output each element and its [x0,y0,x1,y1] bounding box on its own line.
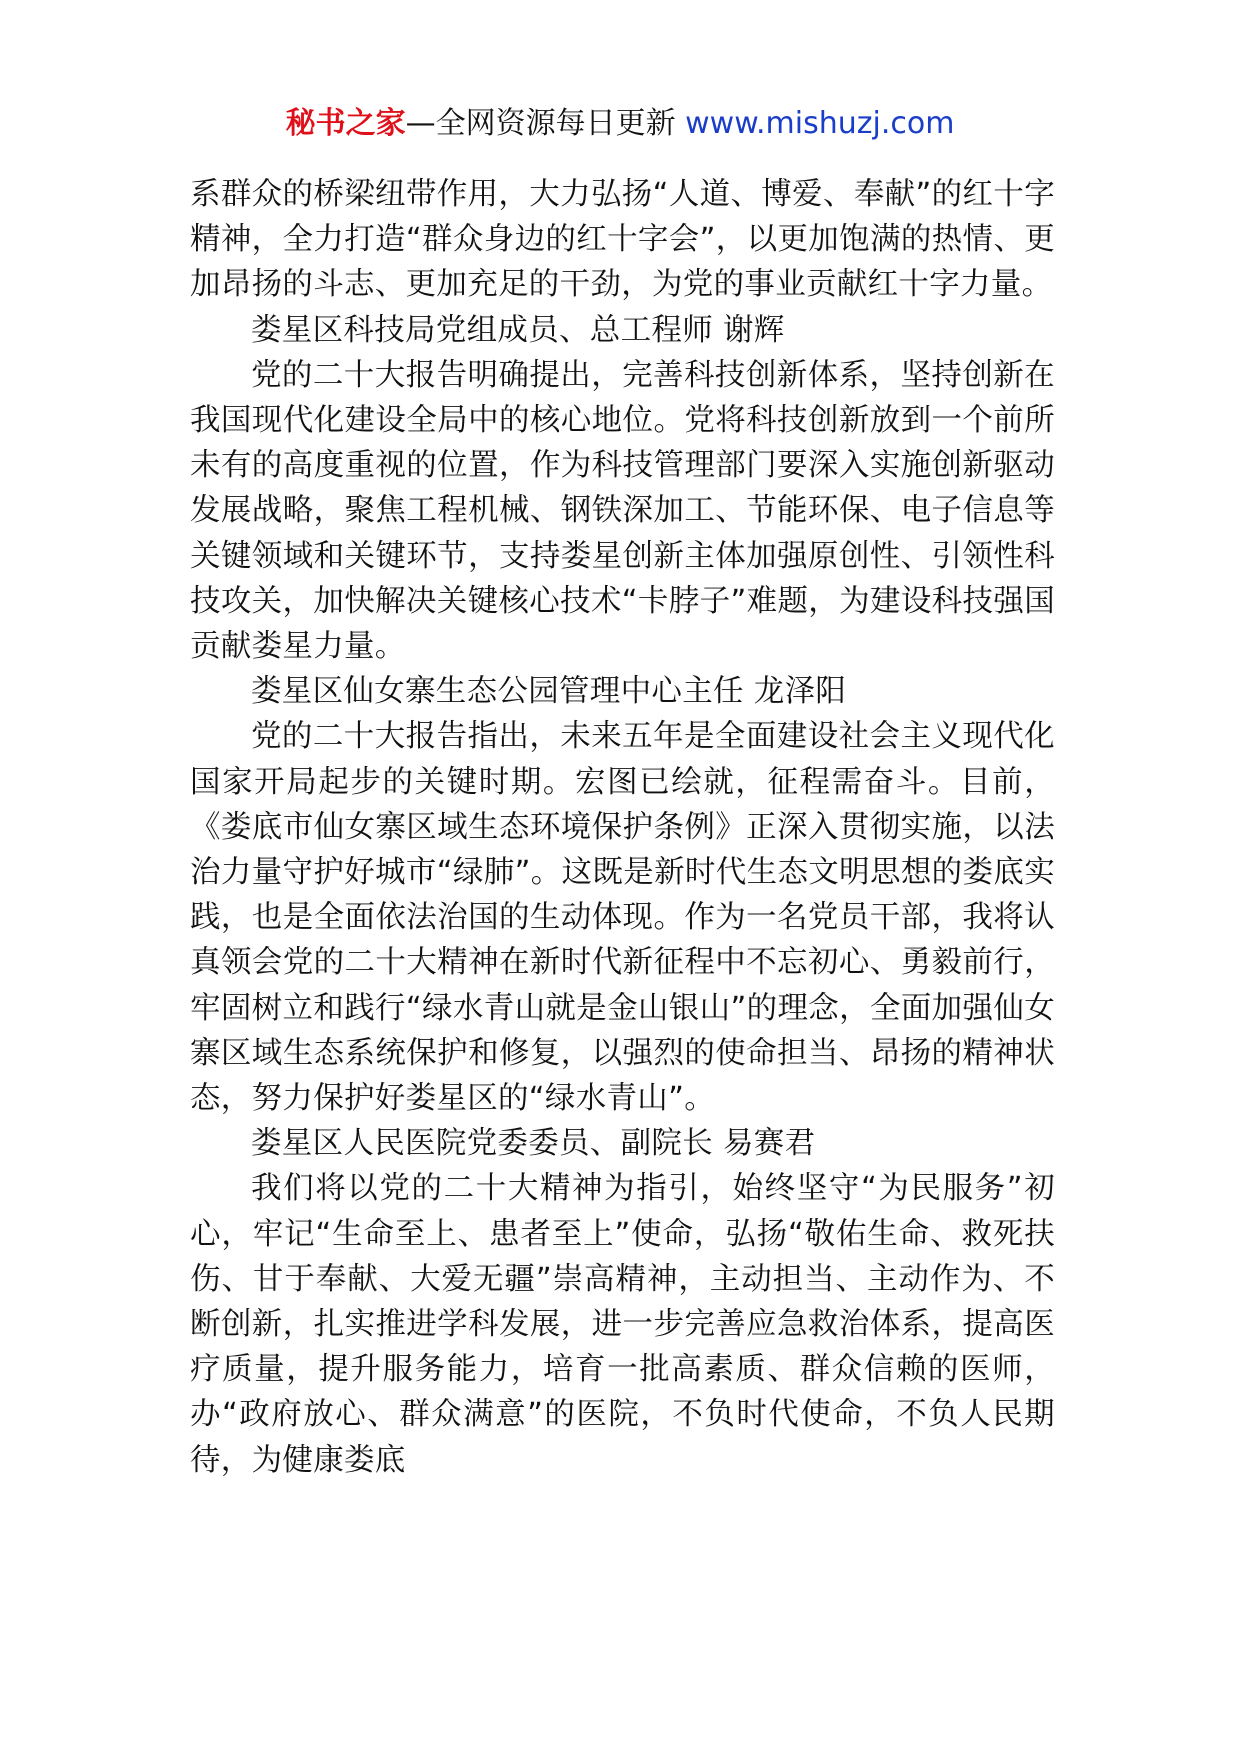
page-header [0,102,1240,146]
website-link[interactable]: www.mishuzj.com [685,106,955,141]
speaker-line-long-zeyang: 娄星区仙女寨生态公园管理中心主任 龙泽阳 [251,674,847,710]
document-body [190,172,1055,1483]
paragraph-continuation: 系群众的桥梁纽带作用，大力弘扬“人道、博爱、奉献”的红十字精神，全力打造“群众身边的红十字会”，以更加饱满的热情、更加昂扬的斗志、更加充足的干劲，为党的事业贡献红十字力量。 [190,177,1055,303]
header-tagline: —全网资源每日更新 [405,106,676,141]
speaker-line-yi-saijun: 娄星区人民医院党委委员、副院长 易赛君 [251,1126,816,1162]
brand-name: 秘书之家 [285,106,406,141]
paragraph-hospital: 我们将以党的二十大精神为指引，始终坚守“为民服务”初心，牢记“生命至上、患者至上”使命，弘扬“敬佑生命、救死扶伤、甘于奉献、大爱无疆”崇高精神，主动担当、主动作为、不断创新，扎实推进学科发展，进一步完善应急救治体系，提高医疗质量，提升服务能力，培育一批高素质、群众信赖的医师，办“政府放心、群众满意”的医院，不负时代使命，不负人民期待，为健康娄底 [190,1171,1055,1478]
paragraph-ecology: 党的二十大报告指出，未来五年是全面建设社会主义现代化国家开局起步的关键时期。宏图已绘就，征程需奋斗。目前，《娄底市仙女寨区域生态环境保护条例》正深入贯彻实施，以法治力量守护好城市“绿肺”。这既是新时代生态文明思想的娄底实践，也是全面依法治国的生动体现。作为一名党员干部，我将认真领会党的二十大精神在新时代新征程中不忘初心、勇毅前行，牢固树立和践行“绿水青山就是金山银山”的理念，全面加强仙女寨区域生态系统保护和修复，以强烈的使命担当、昂扬的精神状态，努力保护好娄星区的“绿水青山”。 [190,719,1055,1117]
speaker-line-xie-hui: 娄星区科技局党组成员、总工程师 谢辉 [251,312,785,348]
paragraph-science-tech: 党的二十大报告明确提出，完善科技创新体系，坚持创新在我国现代化建设全局中的核心地位。党将科技创新放到一个前所未有的高度重视的位置，作为科技管理部门要深入实施创新驱动发展战略，聚焦工程机械、钢铁深加工、节能环保、电子信息等关键领域和关键环节，支持娄星创新主体加强原创性、引领性科技攻关，加快解决关键核心技术“卡脖子”难题，为建设科技强国贡献娄星力量。 [190,357,1055,665]
